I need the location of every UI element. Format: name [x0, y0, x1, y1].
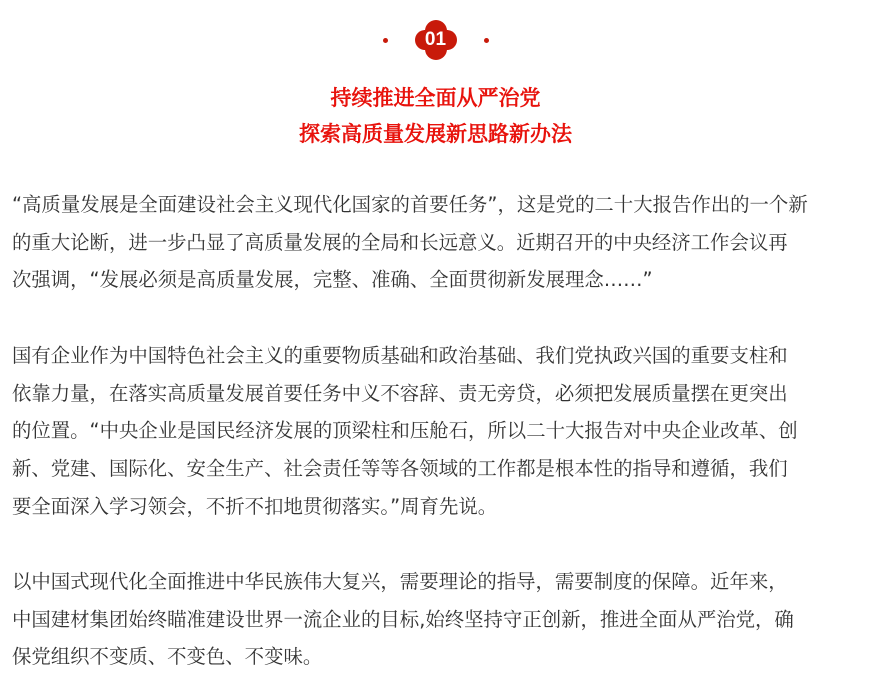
- article-body: [12, 186, 871, 676]
- section-title-line-2: 探索高质量发展新思路新办法: [299, 122, 572, 146]
- text-line: 依靠力量，在落实高质量发展首要任务中义不容辞、责无旁贷，必须把发展质量摆在更突出: [12, 381, 788, 405]
- section-title-line-1: 持续推进全面从严治党: [330, 86, 541, 110]
- decorative-dot-left: [383, 38, 388, 43]
- text-line: 国有企业作为中国特色社会主义的重要物质基础和政治基础、我们党执政兴国的重要支柱和: [12, 343, 788, 367]
- paragraph: [12, 186, 871, 299]
- text-line: 的位置。“中央企业是国民经济发展的顶梁柱和压舱石，所以二十大报告对中央企业改革、创: [12, 419, 798, 443]
- text-line: 以中国式现代化全面推进中华民族伟大复兴，需要理论的指导，需要制度的保障。近年来，: [12, 570, 788, 593]
- section-number-badge: [414, 20, 458, 60]
- paragraph: [12, 563, 871, 676]
- text-line: 新、党建、国际化、安全生产、社会责任等等各领域的工作都是根本性的指导和遵循，我们: [12, 456, 788, 480]
- decorative-dot-right: [484, 38, 489, 43]
- text-line: 中国建材集团始终瞄准建设世界一流企业的目标,始终坚持守正创新，推进全面从严治党，确: [12, 607, 794, 631]
- section-number: 01: [424, 29, 447, 50]
- text-line: 要全面深入学习领会，不折不扣地贯彻落实。”周育先说。: [12, 494, 498, 518]
- paragraph: [12, 337, 871, 526]
- text-line: 保党组织不变质、不变色、不变味。: [12, 645, 323, 669]
- text-line: 次强调，“发展必须是高质量发展，完整、准确、全面贯彻新发展理念……”: [12, 268, 653, 292]
- text-line: 的重大论断，进一步凸显了高质量发展的全局和长远意义。近期召开的中央经济工作会议再: [12, 230, 788, 254]
- section-number-badge-row: [0, 22, 871, 58]
- text-line: “高质量发展是全面建设社会主义现代化国家的首要任务”，这是党的二十大报告作出的一个新: [12, 193, 808, 216]
